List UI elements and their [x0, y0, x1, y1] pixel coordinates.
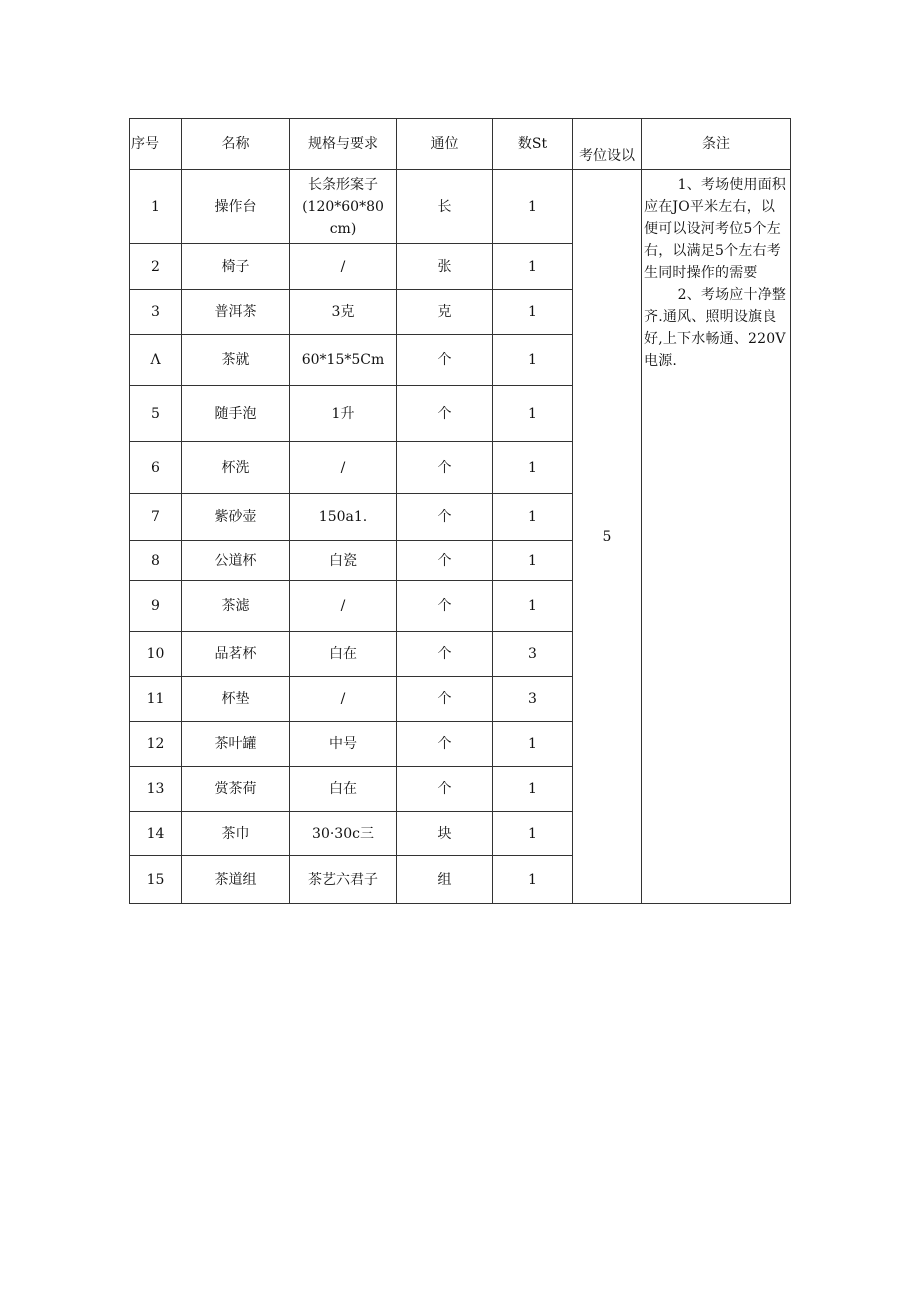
cell-no: 9 — [130, 581, 182, 632]
header-stations: 考位设以 — [573, 119, 642, 170]
cell-name: 赏茶荷 — [182, 767, 290, 812]
cell-spec: / — [290, 581, 397, 632]
cell-quantity: 1 — [493, 812, 573, 856]
cell-unit: 个 — [397, 722, 493, 767]
cell-name: 品茗杯 — [182, 632, 290, 677]
cell-unit: 个 — [397, 632, 493, 677]
cell-quantity: 1 — [493, 581, 573, 632]
cell-quantity: 1 — [493, 386, 573, 442]
spec-line: 长条形案子 — [308, 176, 378, 193]
cell-spec: / — [290, 677, 397, 722]
cell-name: 茶道组 — [182, 856, 290, 904]
cell-name: 杯垫 — [182, 677, 290, 722]
cell-name: 茶叶罐 — [182, 722, 290, 767]
cell-no: 15 — [130, 856, 182, 904]
header-row — [130, 119, 791, 170]
cell-quantity: 1 — [493, 541, 573, 581]
cell-unit: 个 — [397, 386, 493, 442]
cell-spec: / — [290, 244, 397, 290]
table-row — [130, 170, 791, 244]
cell-unit: 张 — [397, 244, 493, 290]
cell-name: 公道杯 — [182, 541, 290, 581]
cell-name: 椅子 — [182, 244, 290, 290]
cell-spec: 白瓷 — [290, 541, 397, 581]
cell-spec: 150a1. — [290, 494, 397, 541]
cell-quantity: 1 — [493, 767, 573, 812]
cell-no: 2 — [130, 244, 182, 290]
cell-spec: 白在 — [290, 767, 397, 812]
station-count: 5 — [573, 170, 642, 904]
header-no: 序号 — [130, 119, 182, 170]
cell-spec: 中号 — [290, 722, 397, 767]
cell-no: 13 — [130, 767, 182, 812]
cell-unit: 个 — [397, 677, 493, 722]
note-1: 1、考场使用面积应在JO平米左右，以便可以设河考位5个左右，以满足5个左右考生同时操作的需要 — [644, 177, 787, 281]
cell-quantity: 1 — [493, 244, 573, 290]
cell-unit: 个 — [397, 442, 493, 494]
cell-name: 杯洗 — [182, 442, 290, 494]
spec-line: cm) — [329, 220, 357, 237]
cell-quantity: 1 — [493, 335, 573, 386]
cell-name: 茶滤 — [182, 581, 290, 632]
header-quantity: 数St — [493, 119, 573, 170]
header-name: 名称 — [182, 119, 290, 170]
cell-no: 8 — [130, 541, 182, 581]
cell-unit: 个 — [397, 581, 493, 632]
cell-spec: 60*15*5Cm — [290, 335, 397, 386]
cell-no: 1 — [130, 170, 182, 244]
header-notes: 条注 — [642, 119, 791, 170]
cell-no: 7 — [130, 494, 182, 541]
cell-unit: 长 — [397, 170, 493, 244]
cell-unit: 克 — [397, 290, 493, 335]
cell-unit: 个 — [397, 541, 493, 581]
cell-no: 3 — [130, 290, 182, 335]
cell-unit: 组 — [397, 856, 493, 904]
cell-spec: 1升 — [290, 386, 397, 442]
cell-no: 5 — [130, 386, 182, 442]
note-2: 2、考场应十净整齐.通风、照明设旗良好,上下水畅通、220V电源. — [644, 287, 787, 369]
cell-name: 茶巾 — [182, 812, 290, 856]
cell-spec: / — [290, 442, 397, 494]
cell-quantity: 3 — [493, 632, 573, 677]
cell-no: Λ — [130, 335, 182, 386]
cell-quantity: 1 — [493, 722, 573, 767]
notes-cell — [642, 170, 791, 904]
cell-spec: 30·30c三 — [290, 812, 397, 856]
cell-name: 茶就 — [182, 335, 290, 386]
cell-quantity: 1 — [493, 494, 573, 541]
equipment-table — [129, 118, 791, 904]
cell-name: 操作台 — [182, 170, 290, 244]
header-spec: 规格与要求 — [290, 119, 397, 170]
cell-unit: 个 — [397, 494, 493, 541]
cell-no: 14 — [130, 812, 182, 856]
cell-quantity: 3 — [493, 677, 573, 722]
cell-no: 11 — [130, 677, 182, 722]
cell-unit: 个 — [397, 767, 493, 812]
cell-name: 紫砂壶 — [182, 494, 290, 541]
cell-spec: 3克 — [290, 290, 397, 335]
cell-unit: 块 — [397, 812, 493, 856]
spec-line: (120*60*80 — [302, 198, 384, 215]
cell-no: 6 — [130, 442, 182, 494]
header-unit: 通位 — [397, 119, 493, 170]
cell-spec — [290, 170, 397, 244]
cell-quantity: 1 — [493, 290, 573, 335]
cell-spec: 白在 — [290, 632, 397, 677]
cell-no: 12 — [130, 722, 182, 767]
cell-name: 随手泡 — [182, 386, 290, 442]
cell-unit: 个 — [397, 335, 493, 386]
cell-spec: 茶艺六君子 — [290, 856, 397, 904]
cell-no: 10 — [130, 632, 182, 677]
cell-quantity: 1 — [493, 856, 573, 904]
cell-quantity: 1 — [493, 442, 573, 494]
cell-quantity: 1 — [493, 170, 573, 244]
cell-name: 普洱茶 — [182, 290, 290, 335]
